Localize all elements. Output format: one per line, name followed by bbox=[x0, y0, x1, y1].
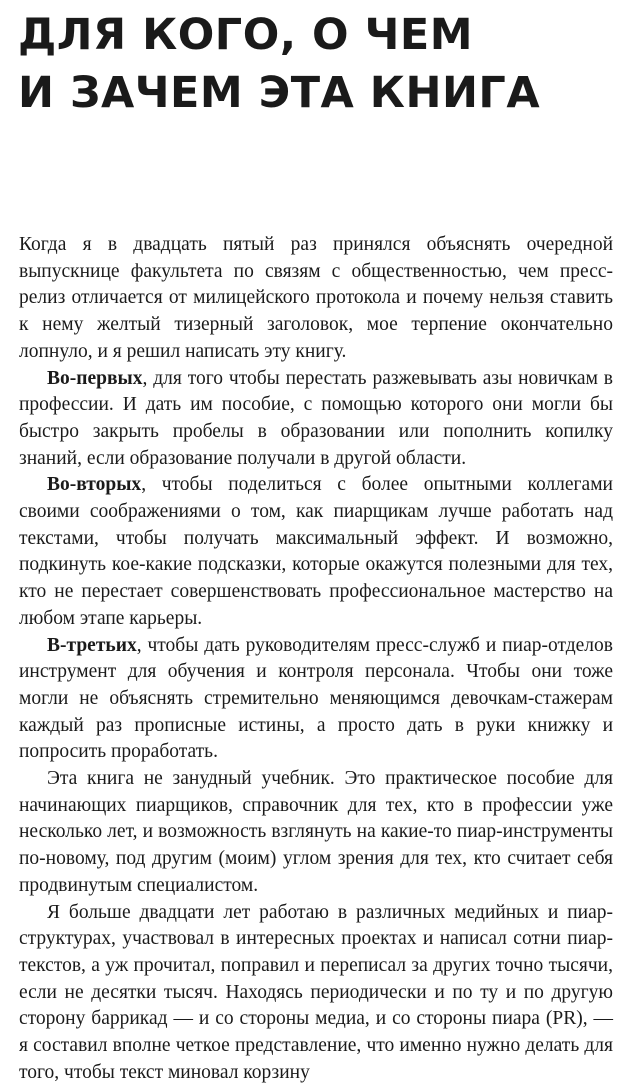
paragraph-text: Эта книга не занудный учебник. Это практическое пособие для начинающих пиарщиков, справочник для тех, кто в профессии уже несколько лет, и возможность взглянуть на какие-то пиар-инструменты по-новому, под другим (моим) углом зрения для тех, кто считает себя продвинутым специалистом. bbox=[19, 768, 613, 896]
paragraph-third-reason bbox=[19, 633, 613, 767]
body-text bbox=[19, 232, 613, 1087]
paragraph-first-reason bbox=[19, 366, 613, 473]
chapter-heading bbox=[18, 6, 540, 122]
paragraph-text: , чтобы дать руководителям пресс-служб и пиар-отделов инструмент для обучения и контроля персонала. Чтобы они тоже могли не объяснять стремительно меняющимся девочкам-стажерам каждый раз прописные истины, а просто дать в руки книжку и попросить проработать. bbox=[19, 634, 613, 763]
paragraph-lead: В-третьих bbox=[47, 634, 137, 656]
paragraph-lead: Во-первых bbox=[47, 367, 143, 389]
paragraph-text: Когда я в двадцать пятый раз принялся объяснять очередной выпускнице факультета по связям с общественностью, чем пресс-релиз отличается от милицейского протокола и почему нельзя ставить к нему желтый тизерный заголовок, мое терпение окончательно лопнуло, и я решил написать эту книгу. bbox=[19, 234, 613, 362]
paragraph-lead: Во-вторых bbox=[47, 474, 142, 496]
chapter-heading-line-2: И ЗАЧЕМ ЭТА КНИГА bbox=[18, 68, 541, 118]
paragraph-author-experience bbox=[19, 900, 613, 1087]
paragraph-text: Я больше двадцати лет работаю в различных медийных и пиар-структурах, участвовал в интересных проектах и написал сотни пиар-текстов, а уж прочитал, поправил и переписал за других точно тысячи, если не десятки тысяч. Находясь периодически и по ту и по другую сторону баррикад — и со стороны медиа, и со стороны пиара (PR), — я составил вполне четкое представление, что именно нужно делать для того, чтобы текст миновал корзину bbox=[19, 901, 613, 1083]
paragraph-text: , для того чтобы перестать разжевывать азы новичкам в профессии. И дать им пособие, с помощью которого они могли бы быстро закрыть пробелы в образовании или пополнить копилку знаний, если образование получали в другой области. bbox=[19, 367, 613, 469]
paragraph-text: , чтобы поделиться с более опытными коллегами своими соображениями о том, как пиарщикам лучше работать над текстами, чтобы получать максимальный эффект. И возможно, подкинуть кое-какие подсказки, которые окажутся полезными для тех, кто не перестает совершенствовать профессиональное мастерство на любом этапе карьеры. bbox=[19, 474, 613, 629]
chapter-heading-line-1: ДЛЯ КОГО, О ЧЕМ bbox=[18, 10, 473, 60]
paragraph-intro bbox=[19, 232, 613, 366]
paragraph-book-purpose bbox=[19, 766, 613, 900]
paragraph-second-reason bbox=[19, 472, 613, 632]
